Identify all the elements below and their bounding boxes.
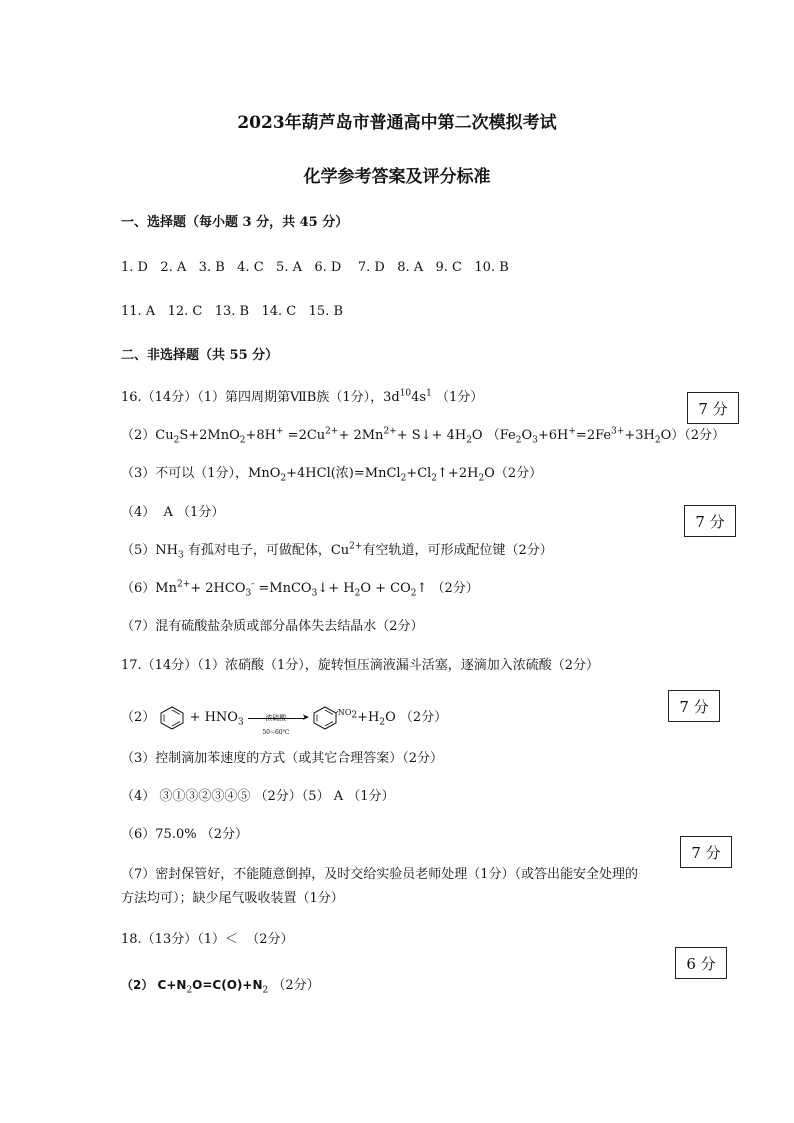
score-box-q16-b: 7 分: [684, 505, 736, 537]
q17-part1: 17.（14分）（1）浓硝酸（1分），旋转恒压滴液漏斗活塞，逐滴加入浓硫酸（2分）: [121, 658, 600, 673]
score-box-q17-b: 7 分: [680, 836, 732, 868]
reaction-arrow: 浓硫酸 ➤ 50~60℃: [248, 707, 312, 729]
nitro-label: NO2: [337, 708, 358, 721]
document-title: 2023年葫芦岛市普通高中第二次模拟考试: [237, 113, 557, 133]
document-subtitle: 化学参考答案及评分标准: [303, 167, 491, 187]
q17-part2-equation: $(2) + HNO_3$ 浓硫酸 ➤ 50~60℃ $^{NO_2}+H_2O$ （2分）: [121, 700, 447, 731]
q17-part7-line2: 方法均可）；缺少尾气吸收装置（1分）: [121, 891, 344, 906]
mc-answers-row-1: 1. D 2. A 3. B 4. C 5. A 6. D 7. D 8. A 9. C 10. B: [121, 260, 509, 275]
q17-part7-line1: （7）密封保管好，不能随意倒掉，及时交给实验员老师处理（1分）（或答出能安全处理的: [121, 867, 639, 882]
q16-part5: $(5)NH_3$ 有孤对电子，可做配体，$Cu^{2+}$有空轨道，可形成配位键（2分）: [121, 541, 553, 561]
q17-part6: （6）75.0% （2分）: [121, 827, 248, 842]
score-box-q17-a: 7 分: [668, 690, 720, 722]
q16-part3: （3）不可以（1分），MnO$_2$+4HCl(浓)$=MnCl_2+Cl_2↑+2H_2O(2$分）: [121, 466, 543, 484]
q16-part7: （7）混有硫酸盐杂质或部分晶体失去结晶水（2分）: [121, 619, 424, 634]
score-box-q16-a: 7 分: [687, 392, 739, 424]
q16-part1: 16.（14分）（1）第四周期第ⅦB族（1分），$3d^{10}4s^1$ （1分）: [121, 388, 484, 405]
q16-part2: $(2)Cu_2S+2MnO_2+8H^+ =2Cu^{2+}+ 2Mn^{2+}+$ S↓+ $4H_2O$ $(Fe_2O_3+6H^+=2Fe^{3+}+3H_2O)(2$分）: [121, 426, 726, 446]
score-box-q18-a: 6 分: [675, 947, 727, 979]
q17-part3: （3）控制滴加苯速度的方式（或其它合理答案）（2分）: [121, 751, 444, 766]
benzene-ring-icon: [159, 706, 185, 730]
q18-part1: 18.（13分）（1）＜ （2分）: [121, 932, 294, 947]
section-1-heading: 一、选择题（每小题 3 分，共 45 分）: [121, 215, 349, 230]
q18-part2: （2） $C+N_2O=C(O)+N_2$ （2分）: [121, 978, 320, 996]
section-2-heading: 二、非选择题（共 55 分）: [121, 348, 279, 363]
mc-answers-row-2: 11. A 12. C 13. B 14. C 15. B: [121, 304, 344, 319]
q17-part4-5: （4） ③①③②③④⑤ （2分）（5） A （1分）: [121, 789, 395, 804]
nitrobenzene-ring-icon: [312, 706, 338, 730]
q16-part6: $(6)Mn^{2+}+ 2HCO_3^-$ =MnCO$_3$↓+ $H_2O$ + $CO_2↑$ （2分）: [121, 579, 479, 599]
q16-part4: （4） A （1分）: [121, 505, 225, 520]
